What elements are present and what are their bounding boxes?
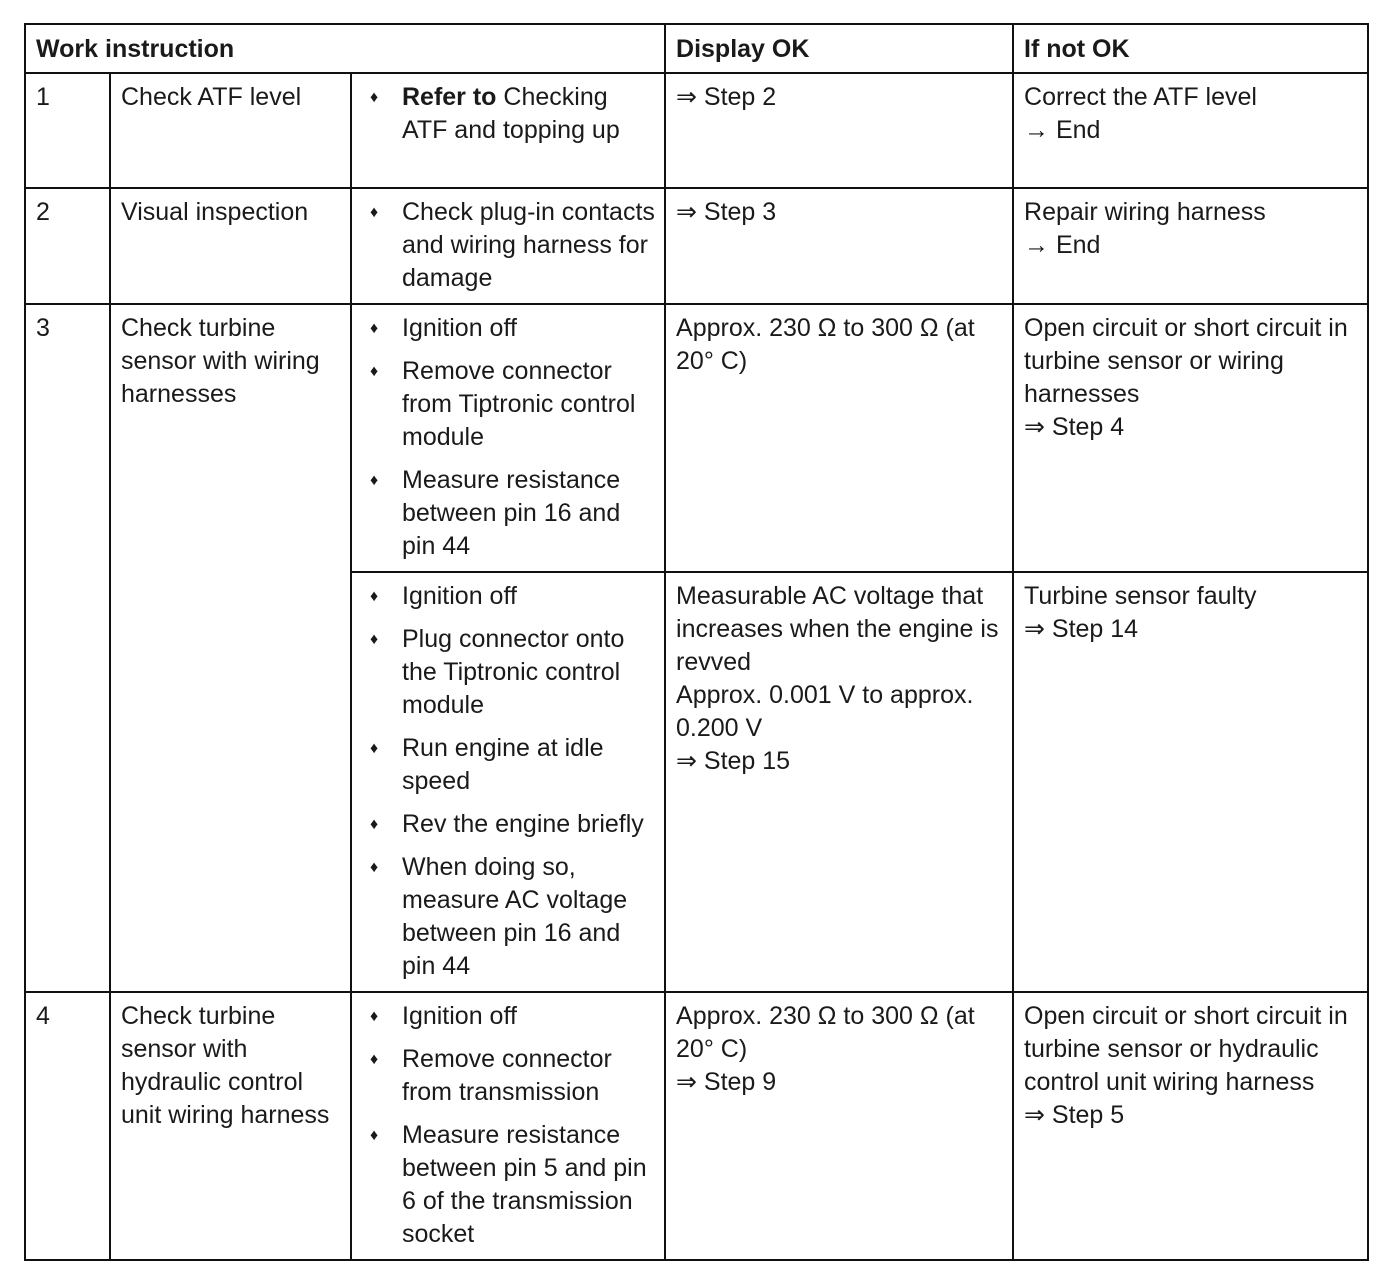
instruction-item <box>362 1000 656 1033</box>
instruction-bold-text: Refer to <box>402 83 497 111</box>
display-ok-cell <box>665 572 1013 992</box>
step-title: Check turbine sensor with hydraulic control unit wiring harness <box>110 992 351 1260</box>
not-ok-line: ⇒ Step 14 <box>1024 615 1139 643</box>
not-ok-line: ⇒ Step 4 <box>1024 413 1125 441</box>
instruction-text: Remove connector from transmission <box>402 1045 612 1106</box>
instruction-text: When doing so, measure AC voltage between pin 16 and pin 44 <box>402 853 628 980</box>
step-title: Check ATF level <box>110 73 351 188</box>
instruction-text: Checking ATF and topping up <box>402 83 620 144</box>
table-row-1 <box>25 73 1368 188</box>
instruction-text: Measure resistance between pin 5 and pin 6 of the transmission socket <box>402 1121 647 1248</box>
header-work-instruction: Work instruction <box>25 24 665 73</box>
diamond-bullet-icon: ♦ <box>370 631 379 648</box>
step-instructions <box>351 992 665 1260</box>
not-ok-cell <box>1013 992 1368 1260</box>
ok-line: Approx. 230 Ω to 300 Ω (at 20° C) <box>676 314 975 375</box>
step-number: 2 <box>25 188 110 304</box>
diamond-bullet-icon: ♦ <box>370 740 379 757</box>
display-ok-cell <box>665 992 1013 1260</box>
ok-line: ⇒ Step 15 <box>676 747 791 775</box>
not-ok-line: Open circuit or short circuit in turbine sensor or hydraulic control unit wiring harness <box>1024 1002 1348 1096</box>
instruction-text: Ignition off <box>402 582 517 610</box>
diamond-bullet-icon: ♦ <box>370 859 379 876</box>
ok-line: Measurable AC voltage that increases when the engine is revved <box>676 582 999 676</box>
not-ok-line: Open circuit or short circuit in turbine sensor or wiring harnesses <box>1024 314 1348 408</box>
diamond-bullet-icon: ♦ <box>370 320 379 337</box>
step-title: Check turbine sensor with wiring harnesses <box>110 304 351 992</box>
diamond-bullet-icon: ♦ <box>370 1051 379 1068</box>
diamond-bullet-icon: ♦ <box>370 588 379 605</box>
work-instruction-table <box>24 23 1369 1261</box>
instruction-text: Run engine at idle speed <box>402 734 604 795</box>
step-number: 1 <box>25 73 110 188</box>
table-row-4 <box>25 992 1368 1260</box>
ok-line: ⇒ Step 3 <box>676 198 777 226</box>
not-ok-cell <box>1013 304 1368 572</box>
step-instructions <box>351 73 665 188</box>
instruction-item <box>362 732 656 798</box>
instruction-text: Ignition off <box>402 1002 517 1030</box>
diamond-bullet-icon: ♦ <box>370 363 379 380</box>
step-number: 4 <box>25 992 110 1260</box>
step-instructions <box>351 304 665 572</box>
instruction-item <box>362 464 656 563</box>
not-ok-cell <box>1013 572 1368 992</box>
instruction-item <box>362 1043 656 1109</box>
instruction-item <box>362 623 656 722</box>
display-ok-cell <box>665 304 1013 572</box>
header-if-not-ok: If not OK <box>1013 24 1368 73</box>
not-ok-line: Correct the ATF level <box>1024 83 1257 111</box>
diamond-bullet-icon: ♦ <box>370 204 379 221</box>
instruction-text: Measure resistance between pin 16 and pin 44 <box>402 466 621 560</box>
not-ok-line: Repair wiring harness <box>1024 198 1266 226</box>
step-instructions <box>351 572 665 992</box>
step-instructions <box>351 188 665 304</box>
instruction-item <box>362 81 656 147</box>
table-row-2 <box>25 188 1368 304</box>
display-ok-cell <box>665 73 1013 188</box>
ok-line: Approx. 230 Ω to 300 Ω (at 20° C) <box>676 1002 975 1063</box>
not-ok-line: Turbine sensor faulty <box>1024 582 1257 610</box>
display-ok-cell <box>665 188 1013 304</box>
instruction-item <box>362 196 656 295</box>
instruction-text: Ignition off <box>402 314 517 342</box>
header-display-ok: Display OK <box>665 24 1013 73</box>
not-ok-cell <box>1013 73 1368 188</box>
instruction-item <box>362 355 656 454</box>
step-number: 3 <box>25 304 110 992</box>
table-header-row <box>25 24 1368 73</box>
instruction-item <box>362 580 656 613</box>
diamond-bullet-icon: ♦ <box>370 472 379 489</box>
instruction-item <box>362 851 656 983</box>
not-ok-line: ⇒ Step 5 <box>1024 1101 1125 1129</box>
table-row-3a <box>25 304 1368 572</box>
ok-line: Approx. 0.001 V to approx. 0.200 V <box>676 681 974 742</box>
not-ok-line: → End <box>1024 231 1101 259</box>
instruction-text: Plug connector onto the Tiptronic control module <box>402 625 625 719</box>
not-ok-line: → End <box>1024 116 1101 144</box>
diamond-bullet-icon: ♦ <box>370 1008 379 1025</box>
ok-line: ⇒ Step 9 <box>676 1068 777 1096</box>
not-ok-cell <box>1013 188 1368 304</box>
diamond-bullet-icon: ♦ <box>370 89 379 106</box>
instruction-item <box>362 1119 656 1251</box>
step-title: Visual inspection <box>110 188 351 304</box>
instruction-item <box>362 808 656 841</box>
instruction-text: Remove connector from Tiptronic control module <box>402 357 636 451</box>
instruction-text: Check plug-in contacts and wiring harness for damage <box>402 198 655 292</box>
instruction-text: Rev the engine briefly <box>402 810 644 838</box>
diamond-bullet-icon: ♦ <box>370 816 379 833</box>
ok-line: ⇒ Step 2 <box>676 83 777 111</box>
instruction-item <box>362 312 656 345</box>
diamond-bullet-icon: ♦ <box>370 1127 379 1144</box>
